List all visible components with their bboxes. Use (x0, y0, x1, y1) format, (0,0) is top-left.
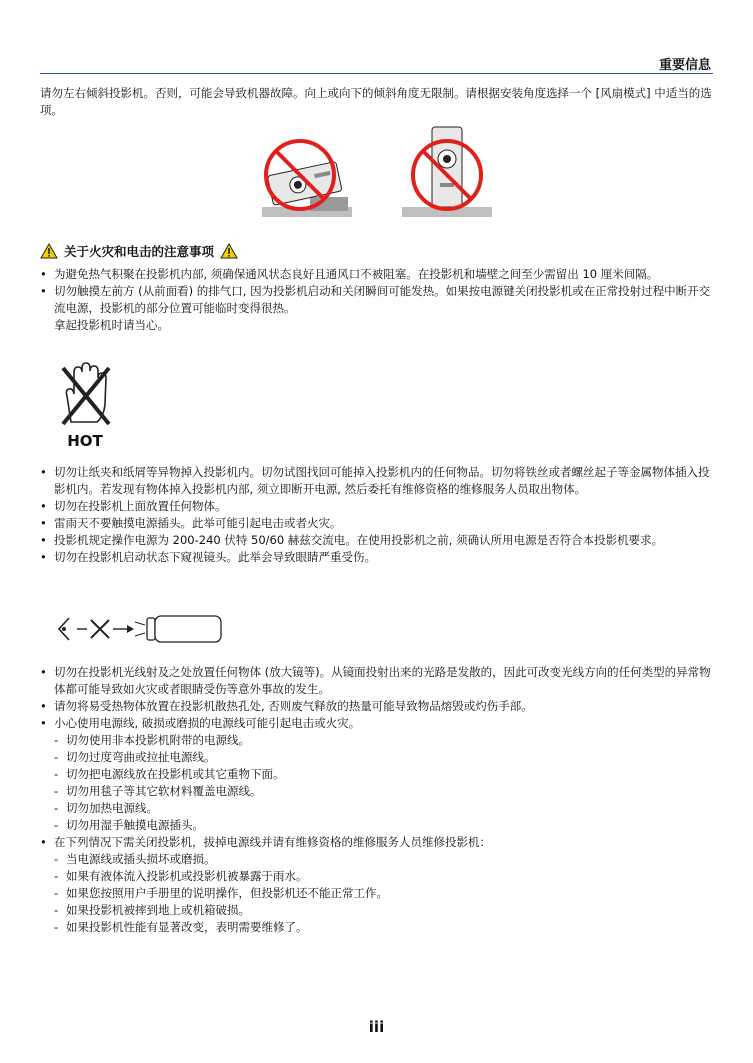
tilt-prohibited-figures (262, 125, 492, 221)
hand-prohibited-icon (55, 360, 115, 430)
bullet-exhaust-hot: • 切勿触摸左前方 (从前面看) 的排气口, 因为投影机启动和关闭瞬间可能发热。如果按电源键关闭投影机或在正常投射过程中断开交流电源，投影机的部分位置可能临时变得很热。 (40, 283, 716, 317)
dash-list-item: - 切勿用毯子等其它软材料覆盖电源线。 (40, 783, 716, 800)
light-rays (135, 622, 145, 636)
lens-glare-figure (55, 612, 225, 646)
dash-list-item: - 切勿加热电源线。 (40, 800, 716, 817)
warning-title-text: 关于火灾和电击的注意事项 (64, 244, 215, 259)
header-rule (40, 73, 713, 74)
dash-list-item: - 切勿使用非本投影机附带的电源线。 (40, 732, 716, 749)
bullet-group-2 (40, 464, 716, 566)
dash-list-item: - 切勿过度弯曲或拉扯电源线。 (40, 749, 716, 766)
dash-list-item: - 切勿用湿手触摸电源插头。 (40, 817, 716, 834)
warning-icon (40, 243, 58, 259)
bullet-list-item: • 切勿在投影机上面放置任何物体。 (40, 498, 716, 515)
page-header-title: 重要信息 (658, 58, 711, 73)
bullet-list-item: • 切勿在投影机启动状态下窥视镜头。此举会导致眼睛严重受伤。 (40, 549, 716, 566)
bullet-list-item: • 在下列情况下需关闭投影机，拔掉电源线并请有维修资格的维修服务人员维修投影机： (40, 834, 716, 851)
dash-list-item: - 如果您按照用户手册里的说明操作，但投影机还不能正常工作。 (40, 885, 716, 902)
warning-icon (220, 243, 238, 259)
bullet-ventilation: • 为避免热气积聚在投影机内部, 须确保通风状态良好且通风口不被阻塞。在投影机和墙壁之间至少需留出 10 厘米间隔。 (40, 266, 716, 283)
bullet-group-1 (40, 266, 716, 334)
bullet-list-item: • 切勿让纸夹和纸屑等异物掉入投影机内。切勿试图找回可能掉入投影机内的任何物品。切勿将铁丝或者螺丝起子等金属物体插入投影机内。若发现有物体掉入投影机内部, 须立即断开电源, 然后委托有维修资格的维修服务人员取出物体。 (40, 464, 716, 498)
hot-warning-figure (55, 360, 115, 452)
bullet-exhaust-note: 拿起投影机时请当心。 (54, 318, 169, 332)
eye-icon (59, 618, 69, 640)
bullet-list-item: • 投影机规定操作电源为 200-240 伏特 50/60 赫兹交流电。在使用投影机之前, 须确认所用电源是否符合本投影机要求。 (40, 532, 716, 549)
bullet-list-item: • 小心使用电源线, 破损或磨损的电源线可能引起电击或火灾。 (40, 715, 716, 732)
fire-shock-warning-title (40, 242, 238, 260)
page-number: iii (368, 1018, 385, 1036)
bullet-group-3 (40, 664, 716, 936)
intro-paragraph: 请勿左右倾斜投影机。否则，可能会导致机器故障。向上或向下的倾斜角度无限制。请根据安装角度选择一个 [风扇模式] 中适当的选项。 (40, 86, 712, 117)
tilt-left-figure (262, 141, 352, 217)
dash-list-item: - 如果投影机被摔到地上或机箱破损。 (40, 902, 716, 919)
bullet-list-item: • 切勿在投影机光线射及之处放置任何物体 (放大镜等)。从镜面投射出来的光路是发散的，因此可改变光线方向的任何类型的异常物体都可能导致如火灾或者眼睛受伤等意外事故的发生。 (40, 664, 716, 698)
hot-label: HOT (67, 432, 103, 450)
tilt-right-figure (402, 127, 492, 217)
cross-icon (91, 620, 109, 638)
bullet-list-item: • 雷雨天不要触摸电源插头。此举可能引起电击或者火灾。 (40, 515, 716, 532)
dash-list-item: - 切勿把电源线放在投影机或其它重物下面。 (40, 766, 716, 783)
dash-list-item: - 如果投影机性能有显著改变，表明需要维修了。 (40, 919, 716, 936)
bullet-list-item: • 请勿将易受热物体放置在投影机散热孔处, 否则废气释放的热量可能导致物品熔毁或灼伤手部。 (40, 698, 716, 715)
dash-list-item: - 如果有液体流入投影机或投影机被暴露于雨水。 (40, 868, 716, 885)
dash-list-item: - 当电源线或插头损坏或磨损。 (40, 851, 716, 868)
projector-icon (147, 616, 221, 642)
